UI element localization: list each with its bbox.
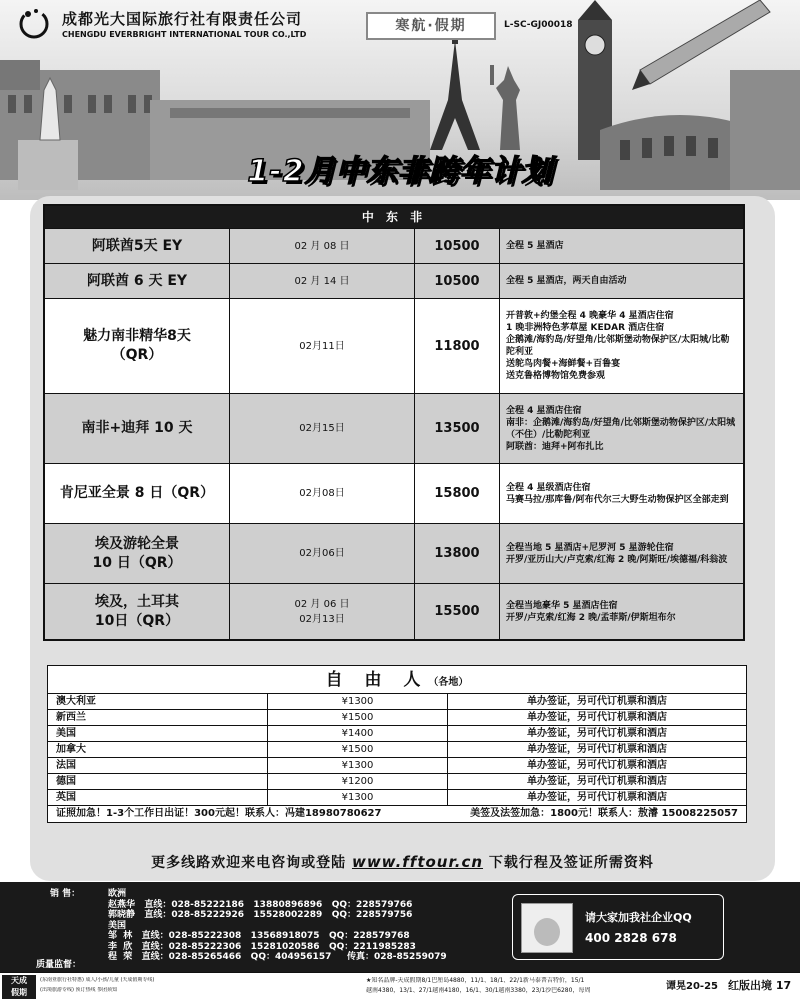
tour-name: 阿联酋5天 EY bbox=[45, 229, 230, 263]
visa-express-note bbox=[48, 806, 746, 822]
visa-row bbox=[48, 742, 746, 758]
visa-row bbox=[48, 774, 746, 790]
visa-country: 法国 bbox=[48, 758, 268, 773]
visa-price: ¥1300 bbox=[268, 694, 448, 709]
license-number: L-SC-GJ00018 bbox=[504, 20, 573, 30]
visa-price: ¥1300 bbox=[268, 790, 448, 805]
visa-country: 新西兰 bbox=[48, 710, 268, 725]
visa-country: 英国 bbox=[48, 790, 268, 805]
visa-note: 单办签证，另可代订机票和酒店 bbox=[527, 760, 667, 771]
free-traveler-title: 自 由 人 bbox=[325, 670, 429, 690]
tour-name: 南非+迪拜 10 天 bbox=[45, 394, 230, 463]
tour-description-line: 全程 5 星酒店 bbox=[506, 241, 564, 251]
tour-description-line: 南非：企鹅滩/海豹岛/好望角/比邻斯堡动物保护区/太阳城（不住）/比勒陀利亚 bbox=[506, 417, 736, 440]
tour-row bbox=[45, 263, 743, 298]
contact-line: 赵燕华 直线：028-85222186 13880896896 QQ：228579766 bbox=[108, 899, 413, 910]
tour-description bbox=[500, 229, 743, 263]
sales-label: 销 售： bbox=[50, 889, 81, 899]
visa-note: 单办签证，另可代订机票和酒店 bbox=[527, 696, 667, 707]
page-number: 红版出境 17 bbox=[728, 979, 792, 992]
contact-line: 邹 林 直线：028-85222308 13568918075 QQ：228579768 bbox=[108, 931, 410, 941]
footer-promo-2: 越南4380，13/1、27/1越南4180，16/1、30/1越南3380，23/1沙巴6280，每周 bbox=[366, 987, 591, 994]
tour-description-line: 1 晚非洲特色茅草屋 KEDAR 酒店住宿 bbox=[506, 323, 665, 333]
more-routes-line bbox=[30, 852, 775, 872]
contact-line: 美国 bbox=[108, 920, 127, 931]
tour-price: 10500 bbox=[415, 229, 500, 263]
page-title: 1-2月中东非跨年计划 bbox=[247, 154, 553, 189]
tour-price: 15800 bbox=[415, 464, 500, 523]
tour-row bbox=[45, 228, 743, 263]
visa-note: 单办签证，另可代订机票和酒店 bbox=[527, 744, 667, 755]
visa-price: ¥1400 bbox=[268, 726, 448, 741]
tour-description-line: 马赛马拉/那库鲁/阿布代尔三大野生动物保护区全部走到 bbox=[506, 494, 729, 505]
visa-row bbox=[48, 758, 746, 774]
tour-name: 魅力南非精华8天 （QR） bbox=[45, 299, 230, 393]
ad-photo bbox=[521, 903, 573, 953]
tour-description-line: 开罗/亚历山大/卢克索/红海 2 晚/阿斯旺/埃德福/科翁波 bbox=[506, 554, 728, 565]
tour-date: 02月15日 bbox=[230, 394, 415, 463]
contact-line: 欧洲 bbox=[108, 889, 127, 899]
tour-row bbox=[45, 393, 743, 463]
visa-price: ¥1500 bbox=[268, 710, 448, 725]
visa-country: 德国 bbox=[48, 774, 268, 789]
website-link[interactable]: www.fftour.cn bbox=[351, 853, 484, 871]
footer-date: 谭晃20-25 bbox=[666, 981, 718, 992]
more-routes-text: 更多线路欢迎来电咨询或登陆 bbox=[151, 855, 347, 871]
tour-description bbox=[500, 264, 743, 298]
banner bbox=[0, 0, 800, 200]
tour-description-line: 开罗/卢克索/红海 2 晚/孟菲斯/伊斯坦布尔 bbox=[506, 612, 676, 623]
mideast-table-heading: 中 东 非 bbox=[45, 206, 743, 228]
contact-line: 程 荣 直线：028-85265466 QQ：404956157 传真：028-85259079 bbox=[108, 952, 447, 962]
tour-description-line: 开普敦+约堡全程 4 晚豪华 4 星酒店住宿 bbox=[506, 311, 674, 321]
visa-row bbox=[48, 790, 746, 806]
holiday-brand-badge: 寒航·假期 bbox=[366, 12, 496, 40]
tour-description bbox=[500, 584, 743, 639]
visa-row bbox=[48, 710, 746, 726]
tour-name: 阿联酋 6 天 EY bbox=[45, 264, 230, 298]
contact-line: 李 欣 直线：028-85222306 15281020586 QQ：2211985283 bbox=[108, 941, 416, 952]
ad-qq-number: 400 2828 678 bbox=[585, 931, 677, 945]
company-name-cn: 成都光大国际旅行社有限责任公司 bbox=[62, 10, 303, 28]
tour-description-line: 全程 4 星级酒店住宿 bbox=[506, 482, 591, 493]
tour-date: 02 月 06 日 02月13日 bbox=[230, 584, 415, 639]
tour-date: 02月11日 bbox=[230, 299, 415, 393]
visa-note: 单办签证，另可代订机票和酒店 bbox=[527, 792, 667, 803]
mideast-africa-table bbox=[43, 204, 745, 641]
tour-description-line: 全程当地 5 星酒店+尼罗河 5 星游轮住宿 bbox=[506, 542, 674, 553]
visa-price: ¥1500 bbox=[268, 742, 448, 757]
tour-description-line: 送克鲁格博物馆免费参观 bbox=[506, 371, 606, 381]
tour-price: 11800 bbox=[415, 299, 500, 393]
free-traveler-heading bbox=[48, 666, 746, 694]
tour-price: 10500 bbox=[415, 264, 500, 298]
tour-description bbox=[500, 524, 743, 583]
contact-band bbox=[0, 882, 800, 972]
contact-line: 郭晓静 直线：028-85222926 15528002289 QQ：228579756 bbox=[108, 910, 413, 920]
visa-row bbox=[48, 726, 746, 742]
tour-row bbox=[45, 583, 743, 639]
tour-price: 15500 bbox=[415, 584, 500, 639]
visa-note: 单办签证，另可代订机票和酒店 bbox=[527, 728, 667, 739]
tour-description-line: 全程当地豪华 5 星酒店住宿 bbox=[506, 600, 618, 611]
visa-price: ¥1200 bbox=[268, 774, 448, 789]
visa-row bbox=[48, 694, 746, 710]
tour-date: 02月08日 bbox=[230, 464, 415, 523]
visa-country: 加拿大 bbox=[48, 742, 268, 757]
free-traveler-table bbox=[47, 665, 747, 823]
tour-row bbox=[45, 523, 743, 583]
tour-description bbox=[500, 394, 743, 463]
visa-note: 单办签证，另可代订机票和酒店 bbox=[527, 776, 667, 787]
tour-price: 13800 bbox=[415, 524, 500, 583]
tour-description bbox=[500, 464, 743, 523]
tour-name: 肯尼亚全景 8 日（QR） bbox=[45, 464, 230, 523]
tour-date: 02 月 14 日 bbox=[230, 264, 415, 298]
footer-note-1: (东南亚旅行社特惠) 成人/小孩/儿童 (天成假期专线) bbox=[40, 977, 155, 983]
tour-date: 02月06日 bbox=[230, 524, 415, 583]
visa-price: ¥1300 bbox=[268, 758, 448, 773]
visa-express-left: 证照加急！1-3个工作日出证！300元起！联系人：冯建18980780627 bbox=[56, 808, 382, 819]
tour-description-line: 全程 5 星酒店，两天自由活动 bbox=[506, 276, 627, 286]
visa-country: 美国 bbox=[48, 726, 268, 741]
free-traveler-subtitle: （各地） bbox=[428, 677, 469, 688]
portrait-icon bbox=[534, 918, 560, 946]
tour-price: 13500 bbox=[415, 394, 500, 463]
visa-note: 单办签证，另可代订机票和酒店 bbox=[527, 712, 667, 723]
tour-row bbox=[45, 298, 743, 393]
footer-brand-tag: 天成 假期 bbox=[2, 975, 36, 999]
tour-description-line: 阿联酋：迪拜+阿布扎比 bbox=[506, 441, 604, 452]
footer-promo-1: ★知名品牌-天成假期8/1巴厘岛4880，11/1、18/1、22/1新马泰普吉特价，15/1 bbox=[366, 977, 585, 984]
supervisor-label: 质量监督： bbox=[36, 960, 82, 970]
tour-name: 埃及游轮全景 10 日（QR） bbox=[45, 524, 230, 583]
footer-strip bbox=[0, 972, 800, 1000]
tour-row bbox=[45, 463, 743, 523]
tour-description-line: 送鸵鸟肉餐+海鲜餐+百鲁宴 bbox=[506, 359, 621, 369]
ad-line-1: 请大家加我社企业QQ bbox=[585, 911, 692, 924]
visa-country: 澳大利亚 bbox=[48, 694, 268, 709]
tour-description bbox=[500, 299, 743, 393]
company-name-en: CHENGDU EVERBRIGHT INTERNATIONAL TOUR CO.,LTD bbox=[62, 30, 307, 39]
tour-date: 02 月 08 日 bbox=[230, 229, 415, 263]
tour-name: 埃及，土耳其 10日（QR） bbox=[45, 584, 230, 639]
enterprise-qq-ad bbox=[512, 894, 724, 960]
footer-note-2: (出境旅游专线) 预订热线 参团须知 bbox=[40, 987, 118, 993]
tour-description-line: 企鹅滩/海豹岛/好望角/比邻斯堡动物保护区/太阳城/比勒陀利亚 bbox=[506, 335, 730, 357]
tour-description-line: 全程 4 星酒店住宿 bbox=[506, 405, 582, 416]
more-routes-tail: 下载行程及签证所需资料 bbox=[488, 855, 654, 871]
company-logo bbox=[14, 6, 54, 40]
visa-express-right: 美签及法签加急：1800元！联系人：敖濬 15008225057 bbox=[470, 808, 738, 819]
